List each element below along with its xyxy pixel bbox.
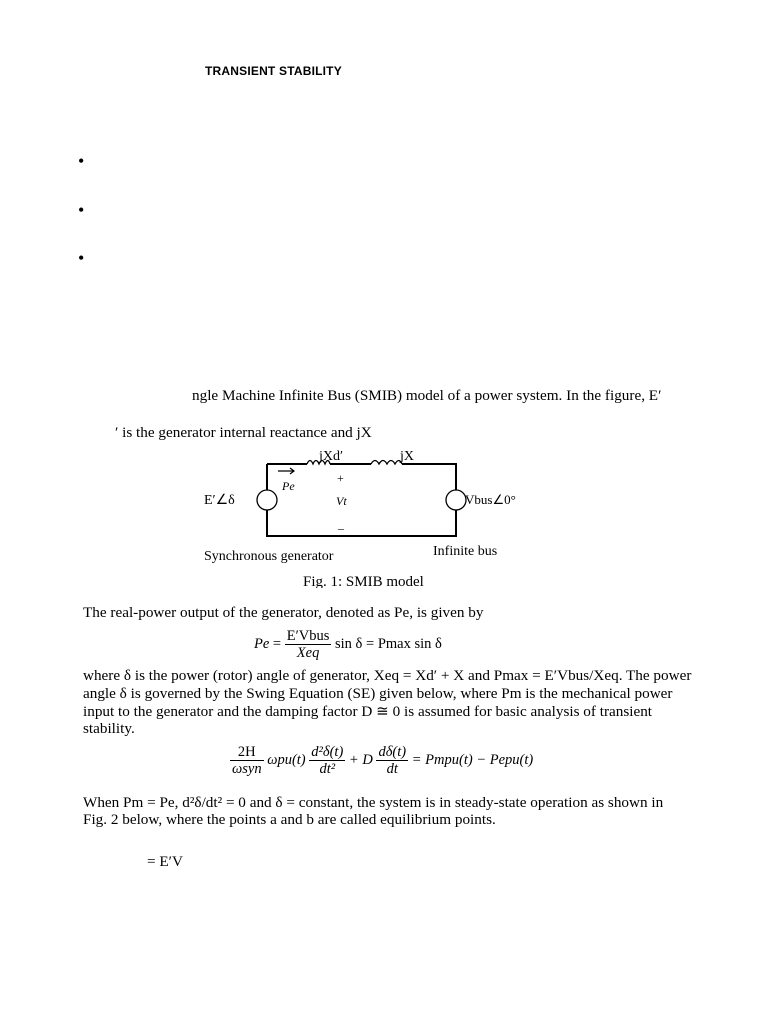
label-plus: + — [337, 471, 344, 485]
eq2-f3-den: dt — [386, 761, 398, 777]
eq1-numerator: E′Vbus — [286, 628, 330, 644]
circuit-wires — [267, 464, 456, 536]
eq1-fraction — [285, 628, 332, 661]
label-source-right: Vbus∠0° — [465, 492, 516, 507]
label-vt: Vt — [336, 494, 347, 508]
tail-fragment: = E′V — [147, 853, 183, 870]
generator-source-icon — [257, 490, 277, 510]
para-when-2: Fig. 2 below, where the points a and b are called equilibrium points. — [83, 811, 496, 828]
eq1-denominator: Xeq — [296, 645, 320, 661]
label-minus: – — [338, 521, 344, 535]
eq1-rhs: sin δ = Pmax sin δ — [335, 635, 442, 652]
smib-circuit-diagram — [190, 440, 530, 588]
eq2-fraction-2 — [309, 744, 345, 777]
eq2-f1-den: ωsyn — [232, 761, 262, 777]
label-pe: Pe — [282, 479, 295, 493]
para-power-output: The real-power output of the generator, denoted as Pe, is given by — [83, 604, 484, 621]
bullet-3: • — [78, 248, 85, 268]
figure-caption: Fig. 1: SMIB model — [303, 574, 424, 588]
para-where-3: input to the generator and the damping factor D ≅ 0 is assumed for basic analysis of transient — [83, 703, 653, 720]
equation-swing — [230, 744, 533, 777]
eq2-f2-den: dt² — [319, 761, 336, 777]
eq2-f1-num: 2H — [230, 744, 264, 761]
label-jx: jX — [400, 449, 414, 464]
eq1-lhs: Pe — [254, 635, 270, 652]
label-generator: Synchronous generator — [204, 549, 334, 564]
inductor-x-icon — [371, 461, 402, 465]
intro-line-2: ′ is the generator internal reactance and jX — [115, 424, 372, 441]
eq2-plus-d: + D — [348, 751, 373, 768]
intro-line-1: ngle Machine Infinite Bus (SMIB) model of a power system. In the figure, E′ — [192, 387, 662, 404]
infinite-bus-source-icon — [446, 490, 466, 510]
eq2-omega: ωpu(t) — [267, 751, 306, 768]
label-infinite-bus: Infinite bus — [433, 544, 498, 559]
eq2-fraction-1 — [230, 744, 264, 777]
label-jxd: jXd′ — [319, 449, 344, 464]
power-arrow-icon — [278, 468, 294, 474]
para-where-2: angle δ is governed by the Swing Equation (SE) given below, where Pm is the mechanical power — [83, 685, 673, 702]
bullet-2: • — [78, 200, 85, 220]
equation-power: Pe = $\frac{\text{E′Vbus}}{\text{Xeq}}$ sin δ = Pmax sin δ — [254, 628, 442, 661]
para-where-1: where δ is the power (rotor) angle of generator, Xeq = Xd′ + X and Pmax = E′Vbus/Xeq. The power — [83, 667, 692, 684]
eq2-rhs: = Pmpu(t) − Pepu(t) — [411, 751, 534, 768]
eq2-f3-num: dδ(t) — [378, 744, 407, 760]
bullet-1: • — [78, 151, 85, 171]
label-source-left: E′∠δ — [204, 493, 235, 508]
para-when-1: When Pm = Pe, d²δ/dt² = 0 and δ = constant, the system is in steady-state operation as shown in — [83, 794, 664, 811]
eq2-f2-num: d²δ(t) — [311, 744, 344, 760]
page-title: TRANSIENT STABILITY — [205, 64, 342, 78]
para-where-4: stability. — [83, 720, 135, 737]
eq2-fraction-3 — [376, 744, 408, 777]
